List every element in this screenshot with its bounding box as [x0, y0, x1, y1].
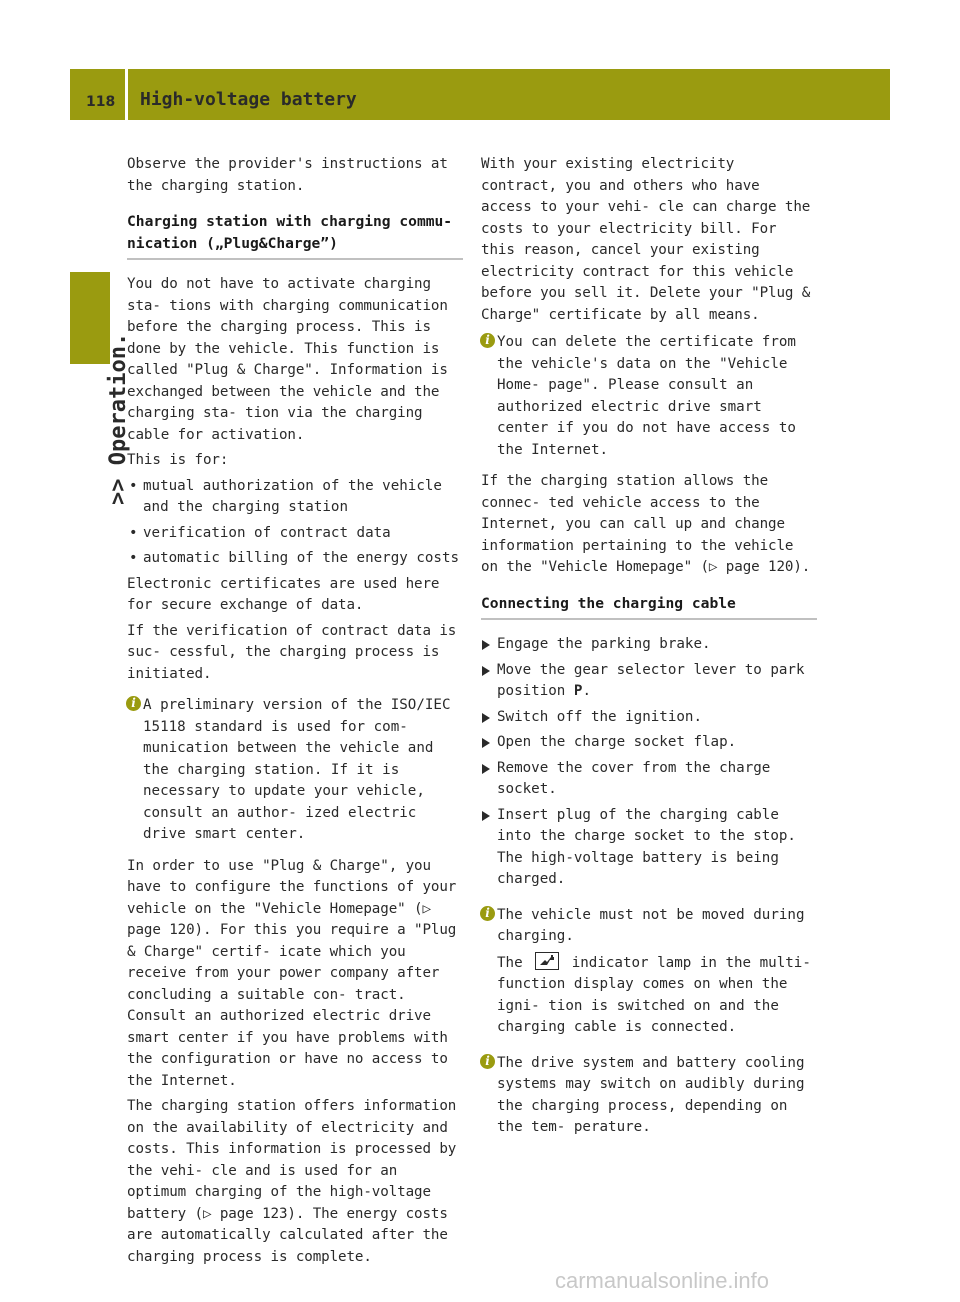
info-icon: i — [480, 333, 495, 348]
intro-paragraph: Observe the provider's instructions at the charging station. — [127, 156, 448, 194]
instruction-step — [481, 805, 817, 891]
info-note — [481, 332, 817, 461]
bullet-icon: • — [129, 550, 138, 566]
note-text: You can delete the certificate from the vehicle's data on the "Vehicle Home- page". Please consult an authorized electric drive smart center if you do not have access to the Internet. — [497, 334, 796, 458]
page-title: High-voltage battery — [140, 89, 357, 110]
section-heading-plug-charge — [127, 211, 463, 260]
heading-line-1: Charging station with charging commu- — [127, 213, 453, 230]
bullet-icon: • — [129, 524, 138, 541]
info-icon: i — [480, 1054, 495, 1069]
paragraph: In order to use "Plug & Charge", you have to configure the functions of your vehicle on the "Vehicle Homepage" (▷ page 120). For this you require a "Plug & Charge" certif- icate which you receive from your power company after concluding a suitable con- tract. Consult an authorized electric drive smart center if you have problems with the configuration or have no access to the Internet. — [127, 857, 457, 1089]
arrow-right-icon — [482, 666, 490, 676]
step-text: Switch off the ignition. — [497, 708, 702, 725]
list-item-text: verification of contract data — [143, 524, 391, 541]
arrow-right-icon — [482, 713, 490, 723]
info-icon: i — [126, 696, 141, 711]
arrow-right-icon — [482, 640, 490, 650]
right-column — [481, 154, 817, 1149]
note-text: The drive system and battery cooling systems may switch on audibly during the charging process, depending on the tem- perature. — [497, 1054, 805, 1135]
side-tab-block — [70, 272, 110, 364]
step-text: Open the charge socket flap. — [497, 734, 737, 750]
list-item — [127, 476, 463, 519]
step-text: Move the gear selector lever to park position — [497, 661, 805, 699]
note-text: A preliminary version of the ISO/IEC 15118 standard is used for com- munication between the vehicle and the charging station. If it is necessary to update your vehicle, consult an author- ized electric drive smart center. — [143, 697, 451, 842]
instruction-step — [481, 634, 817, 656]
note-text-rest: indicator lamp in the multi- function display comes on when the igni- tion is switched on and the charging cable is connected. — [497, 954, 811, 1035]
list-item-text: automatic billing of the energy costs — [143, 550, 460, 566]
page-number: 118 — [86, 94, 116, 110]
section-heading-connecting: Connecting the charging cable — [481, 593, 817, 621]
side-tab-label: >> Operation. — [106, 332, 131, 505]
info-icon: i — [480, 906, 495, 921]
paragraph: Electronic certificates are used here for secure exchange of data. — [127, 575, 440, 613]
heading-line-2: nication („Plug&Charge”) — [127, 234, 338, 252]
info-note — [481, 905, 817, 1039]
list-item — [127, 523, 463, 545]
paragraph: You do not have to activate charging sta- tions with charging communication before the charging process. This is done by the vehicle. This function is called "Plug & Charge". Information is exchanged between the vehicle and the charging sta- tion via the charging cable for activation. — [127, 276, 448, 443]
step-text-end: . — [582, 683, 591, 699]
paragraph: With your existing electricity contract, you and others who have access to your vehi- cle can charge the costs to your electricity bill. For this reason, cancel your existing electricity contract for this vehicle before you sell it. Delete your "Plug & Charge" certificate by all means. — [481, 156, 811, 323]
instruction-step — [481, 660, 817, 703]
paragraph: If the verification of contract data is suc- cessful, the charging process is initiated. — [127, 622, 457, 682]
paragraph: The charging station offers information on the availability of electricity and costs. This information is processed by the vehi- cle and is used for an optimum charging of the high-voltage battery (▷ page 123). The energy costs are automatically calculated after the charging process is complete. — [127, 1098, 457, 1265]
arrow-right-icon — [482, 738, 490, 748]
note-text: The vehicle must not be moved during charging. — [497, 906, 805, 944]
info-note — [481, 1053, 817, 1139]
arrow-right-icon — [482, 764, 490, 774]
list-item — [127, 548, 463, 570]
info-note — [127, 695, 463, 846]
step-text: Engage the parking brake. — [497, 636, 711, 652]
list-item-text: mutual authorization of the vehicle and the charging station — [143, 477, 442, 515]
header-divider — [125, 69, 128, 120]
charging-plug-indicator-icon — [535, 952, 559, 970]
step-text: Insert plug of the charging cable into the charge socket to the stop. — [497, 806, 796, 844]
arrow-right-icon — [482, 811, 490, 821]
instruction-step — [481, 732, 817, 754]
watermark: carmanualsonline.info — [555, 1268, 770, 1293]
step-result: The high-voltage battery is being charged. — [497, 849, 779, 887]
note-text-start: The — [497, 954, 523, 971]
page-header — [70, 69, 890, 120]
instruction-step — [481, 758, 817, 801]
paragraph: If the charging station allows the connec- ted vehicle access to the Internet, you can call up and change information pertaining to the vehicle on the "Vehicle Homepage" (▷ page 120). — [481, 473, 811, 575]
paragraph: This is for: — [127, 452, 229, 468]
gear-position-label: P — [573, 683, 583, 699]
left-column — [127, 154, 463, 1272]
note-text-lamp — [497, 952, 817, 1039]
step-text: Remove the cover from the charge socket. — [497, 759, 771, 797]
bullet-icon: • — [129, 477, 138, 494]
instruction-step — [481, 707, 817, 729]
